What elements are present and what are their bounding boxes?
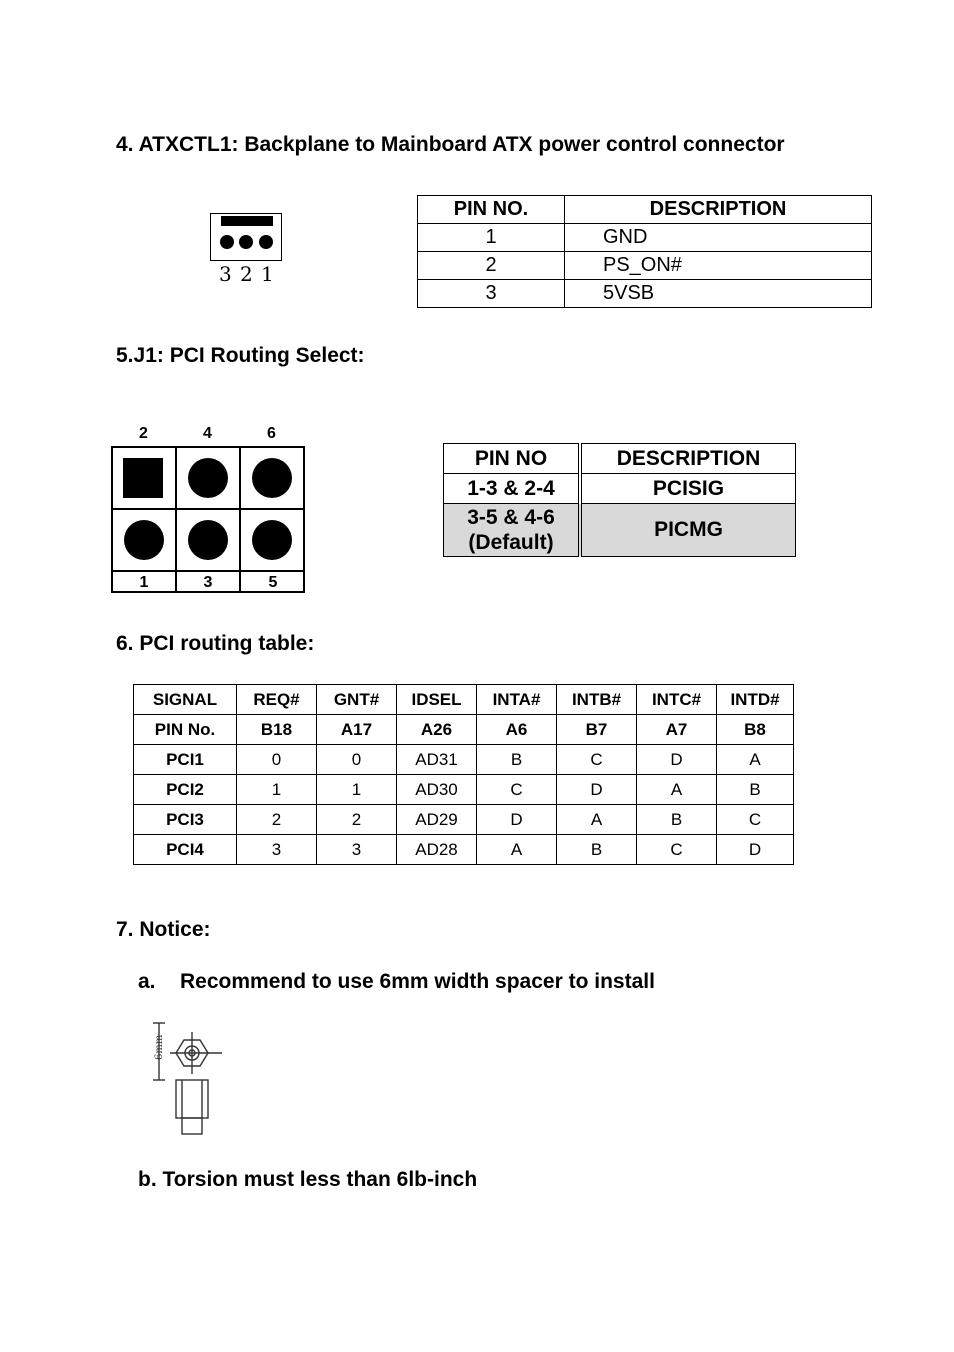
- header-cell: IDSEL: [397, 685, 477, 715]
- table-cell: D: [477, 805, 557, 835]
- atx-connector-diagram: [210, 213, 282, 261]
- jumper-cell: [177, 448, 241, 510]
- table-row: [134, 745, 794, 775]
- table-cell: 3: [237, 835, 317, 865]
- header-cell: SIGNAL: [134, 685, 237, 715]
- jumper-cell: [241, 510, 305, 572]
- table-row: [418, 280, 872, 308]
- section-4-heading: 4. ATXCTL1: Backplane to Mainboard ATX power control connector: [116, 133, 785, 156]
- pin-5-dot: [252, 520, 292, 560]
- table-cell: A7: [637, 715, 717, 745]
- description-cell: PICMG: [580, 504, 796, 557]
- header-cell: PIN NO: [444, 444, 581, 474]
- table-cell: A26: [397, 715, 477, 745]
- table-cell: A6: [477, 715, 557, 745]
- section-6-heading: 6. PCI routing table:: [116, 632, 315, 655]
- header-cell: PIN NO.: [418, 196, 565, 224]
- header-cell: INTC#: [637, 685, 717, 715]
- pin-cell: 2: [418, 252, 565, 280]
- jumper-bottom-label: 5: [268, 574, 278, 591]
- table-row: [444, 474, 796, 504]
- row-label-cell: PCI4: [134, 835, 237, 865]
- pci-routing-select-table: [443, 443, 796, 557]
- row-label-cell: PIN No.: [134, 715, 237, 745]
- row-label-cell: PCI2: [134, 775, 237, 805]
- pin-2-dot: [239, 235, 253, 249]
- pin-label: 3: [219, 262, 232, 286]
- header-cell: REQ#: [237, 685, 317, 715]
- table-cell: 3: [317, 835, 397, 865]
- table-header-row: [444, 444, 796, 474]
- jumper-cell: [177, 510, 241, 572]
- default-note: (Default): [468, 531, 554, 554]
- table-row: [444, 504, 796, 557]
- table-cell: C: [477, 775, 557, 805]
- notice-a-text: Recommend to use 6mm width spacer to install: [180, 970, 655, 993]
- pin-range-text: 3-5 & 4-6: [467, 506, 555, 529]
- jumper-top-label: 2: [139, 425, 148, 442]
- jumper-top-label: 4: [203, 425, 212, 442]
- table-row: [418, 252, 872, 280]
- header-cell: DESCRIPTION: [580, 444, 796, 474]
- table-cell: AD30: [397, 775, 477, 805]
- description-cell: 5VSB: [565, 280, 872, 308]
- table-cell: A: [637, 775, 717, 805]
- header-cell: INTD#: [717, 685, 794, 715]
- header-cell: INTA#: [477, 685, 557, 715]
- pin-3-dot: [188, 520, 228, 560]
- pin-cell: [444, 504, 581, 557]
- pin-1-dot: [124, 520, 164, 560]
- table-cell: D: [557, 775, 637, 805]
- description-cell: PS_ON#: [565, 252, 872, 280]
- pin-6-dot: [252, 458, 292, 498]
- section-7-heading: 7. Notice:: [116, 918, 211, 941]
- table-cell: A: [717, 745, 794, 775]
- table-cell: 1: [237, 775, 317, 805]
- table-row: [134, 775, 794, 805]
- pin-3-dot: [220, 235, 234, 249]
- j1-jumper-diagram: [111, 446, 305, 593]
- table-cell: AD29: [397, 805, 477, 835]
- table-header-row: [418, 196, 872, 224]
- table-cell: C: [637, 835, 717, 865]
- table-cell: 1: [317, 775, 397, 805]
- table-cell: A17: [317, 715, 397, 745]
- table-row: [134, 805, 794, 835]
- table-row: [418, 224, 872, 252]
- header-cell: INTB#: [557, 685, 637, 715]
- jumper-bottom-label: 3: [177, 572, 241, 593]
- connector-key-bar: [221, 216, 273, 226]
- jumper-cell: [113, 510, 177, 572]
- pin-4-dot: [188, 458, 228, 498]
- table-cell: B8: [717, 715, 794, 745]
- table-cell: 2: [237, 805, 317, 835]
- table-cell: C: [717, 805, 794, 835]
- table-cell: 2: [317, 805, 397, 835]
- pin-cell: 1: [418, 224, 565, 252]
- table-cell: B: [477, 745, 557, 775]
- table-cell: B18: [237, 715, 317, 745]
- table-cell: A: [477, 835, 557, 865]
- table-cell: AD28: [397, 835, 477, 865]
- spacer-drawing: [140, 1020, 230, 1142]
- table-cell: 0: [237, 745, 317, 775]
- jumper-cell: [241, 448, 305, 510]
- pin-2-square: [123, 458, 163, 498]
- row-label-cell: PCI1: [134, 745, 237, 775]
- spacer-width-label: 6mm: [154, 1034, 165, 1060]
- table-cell: B7: [557, 715, 637, 745]
- table-row: [134, 715, 794, 745]
- notice-b-text: b. Torsion must less than 6lb-inch: [138, 1168, 478, 1191]
- table-cell: A: [557, 805, 637, 835]
- table-row: [134, 835, 794, 865]
- atx-pin-table: [417, 195, 872, 308]
- description-cell: PCISIG: [580, 474, 796, 504]
- table-cell: AD31: [397, 745, 477, 775]
- table-cell: C: [557, 745, 637, 775]
- table-header-row: [134, 685, 794, 715]
- jumper-top-label: 6: [267, 425, 276, 442]
- row-label-cell: PCI3: [134, 805, 237, 835]
- header-cell: GNT#: [317, 685, 397, 715]
- notice-a-marker: a.: [138, 970, 156, 993]
- table-cell: 0: [317, 745, 397, 775]
- table-cell: B: [557, 835, 637, 865]
- table-cell: D: [717, 835, 794, 865]
- table-cell: D: [637, 745, 717, 775]
- pin-label: 1: [261, 262, 274, 286]
- description-cell: GND: [565, 224, 872, 252]
- header-cell: DESCRIPTION: [565, 196, 872, 224]
- pin-label: 2: [240, 262, 253, 286]
- jumper-bottom-label: 1: [113, 572, 177, 593]
- pin-cell: 1-3 & 2-4: [444, 474, 581, 504]
- jumper-cell: [113, 448, 177, 510]
- section-5-heading: 5.J1: PCI Routing Select:: [116, 344, 365, 367]
- pin-cell: 3: [418, 280, 565, 308]
- table-cell: B: [717, 775, 794, 805]
- pci-routing-table: [133, 684, 794, 865]
- table-cell: B: [637, 805, 717, 835]
- pin-1-dot: [259, 235, 273, 249]
